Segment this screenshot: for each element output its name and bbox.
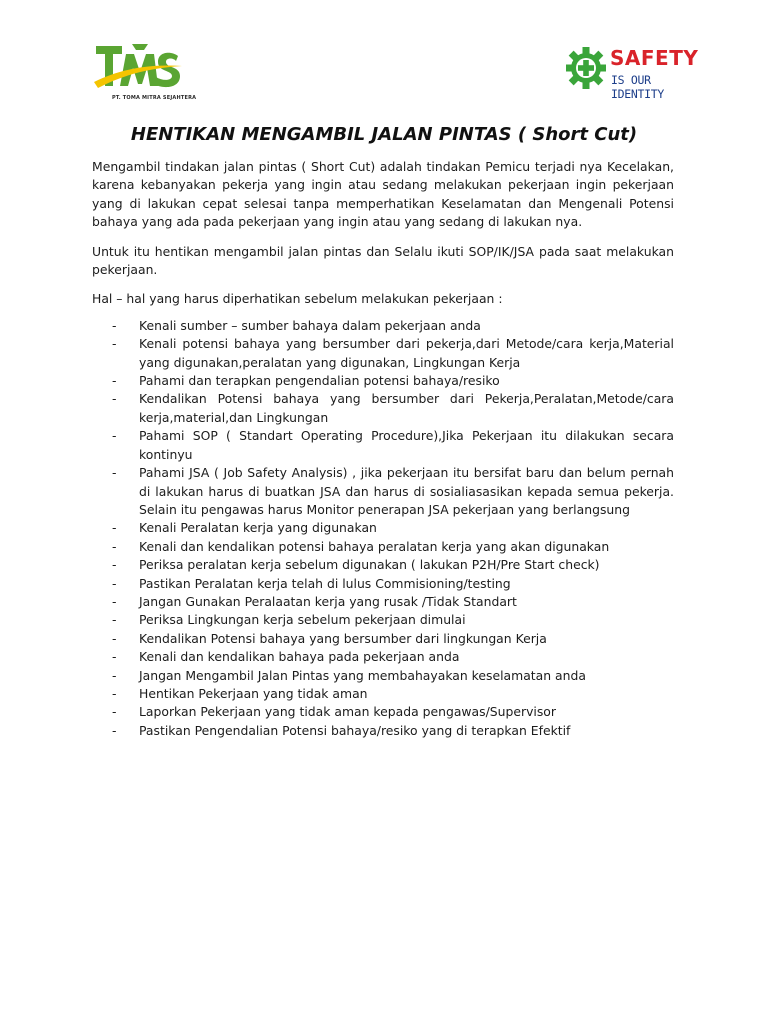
- list-dash: -: [112, 465, 117, 481]
- list-item-text: Periksa Lingkungan kerja sebelum pekerjaan dimulai: [139, 612, 466, 628]
- list-item: [92, 722, 674, 740]
- list-item-text: Kenali potensi bahaya yang bersumber dari pekerja,dari Metode/cara kerja,Material yang digunakan,peralatan yang digunakan, Lingkungan Kerja: [139, 336, 674, 370]
- document-title: HENTIKAN MENGAMBIL JALAN PINTAS ( Short Cut): [130, 124, 638, 145]
- list-item-text: Periksa peralatan kerja sebelum digunakan ( lakukan P2H/Pre Start check): [139, 557, 600, 573]
- list-dash: -: [112, 428, 117, 444]
- list-item-text: Pahami SOP ( Standart Operating Procedure),Jika Pekerjaan itu dilakukan secara kontinyu: [139, 428, 674, 462]
- list-item-text: Kenali dan kendalikan potensi bahaya peralatan kerja yang akan digunakan: [139, 538, 610, 554]
- list-item: [92, 556, 674, 574]
- tms-logo-graphic: [92, 42, 184, 100]
- list-item: [92, 538, 674, 556]
- list-heading: Hal – hal yang harus diperhatikan sebelum melakukan pekerjaan :: [92, 291, 503, 307]
- intro-paragraph: Mengambil tindakan jalan pintas ( Short Cut) adalah tindakan Pemicu terjadi nya Kecelakan, karena kebanyakan pekerja yang ingin atau sedang melakukan pekerjaan ingin pekerjaan yang di lakukan cepat selesai tanpa memperhatikan Keselamatan dan Mengenali Potensi bahaya yang ada pada pekerjaan yang ingin atau yang sedang di lakukan nya.: [92, 159, 674, 230]
- list-dash: -: [112, 704, 117, 720]
- list-dash: -: [112, 391, 117, 407]
- list-item-text: Jangan Gunakan Peralaatan kerja yang rusak /Tidak Standart: [139, 593, 517, 609]
- checklist: [92, 317, 674, 740]
- list-dash: -: [112, 685, 117, 701]
- list-item-text: Pastikan Pengendalian Potensi bahaya/resiko yang di terapkan Efektif: [139, 722, 571, 738]
- list-item: [92, 611, 674, 629]
- instruction-paragraph: Untuk itu hentikan mengambil jalan pintas dan Selalu ikuti SOP/IK/JSA pada saat melakukan pekerjaan.: [92, 243, 674, 278]
- list-dash: -: [112, 373, 117, 389]
- list-item: [92, 372, 674, 390]
- identity-tagline: IS OUR IDENTITY: [611, 73, 664, 101]
- list-item-text: Jangan Mengambil Jalan Pintas yang membahayakan keselamatan anda: [139, 667, 586, 683]
- list-dash: -: [112, 722, 117, 738]
- list-dash: -: [112, 538, 117, 554]
- list-dash: -: [112, 336, 117, 352]
- list-dash: -: [112, 612, 117, 628]
- list-item-text: Pastikan Peralatan kerja telah di lulus Commisioning/testing: [139, 575, 511, 591]
- list-item-text: Laporkan Pekerjaan yang tidak aman kepada pengawas/Supervisor: [139, 704, 556, 720]
- list-dash: -: [112, 593, 117, 609]
- list-item-text: Kenali dan kendalikan bahaya pada pekerjaan anda: [139, 649, 460, 665]
- gear-cross-icon: [566, 42, 606, 94]
- list-dash: -: [112, 667, 117, 683]
- list-item-text: Kendalikan Potensi bahaya yang bersumber dari Pekerja,Peralatan,Metode/cara kerja,material,dan Lingkungan: [139, 391, 674, 425]
- list-item: [92, 703, 674, 721]
- list-item-text: Kendalikan Potensi bahaya yang bersumber dari lingkungan Kerja: [139, 630, 547, 646]
- list-item: [92, 427, 674, 464]
- list-item-text: Pahami JSA ( Job Safety Analysis) , jika pekerjaan itu bersifat baru dan belum pernah di lakukan harus di buatkan JSA dan harus di sosialiasasikan kepada semua pekerja. Selain itu pengawas harus Monitor penerapan JSA pekerjaan yang berlangsung: [139, 465, 674, 517]
- list-item-text: Pahami dan terapkan pengendalian potensi bahaya/resiko: [139, 373, 500, 389]
- list-dash: -: [112, 520, 117, 536]
- list-item: [92, 335, 674, 372]
- list-item-text: Kenali sumber – sumber bahaya dalam pekerjaan anda: [139, 317, 481, 333]
- list-dash: -: [112, 317, 117, 333]
- safety-wordmark: SAFETY: [610, 46, 699, 70]
- safety-logo: [566, 42, 706, 101]
- list-item: [92, 575, 674, 593]
- list-dash: -: [112, 649, 117, 665]
- list-item-text: Kenali Peralatan kerja yang digunakan: [139, 520, 377, 536]
- list-item: [92, 464, 674, 519]
- tms-logo: [92, 42, 184, 100]
- list-dash: -: [112, 575, 117, 591]
- list-item: [92, 630, 674, 648]
- list-item: [92, 390, 674, 427]
- tms-caption: PT. TOMA MITRA SEJAHTERA: [112, 95, 197, 101]
- list-item: [92, 317, 674, 335]
- list-item: [92, 519, 674, 537]
- list-item: [92, 648, 674, 666]
- list-dash: -: [112, 630, 117, 646]
- document-body: [92, 158, 674, 740]
- list-item: [92, 667, 674, 685]
- list-item: [92, 593, 674, 611]
- list-item: [92, 685, 674, 703]
- list-item-text: Hentikan Pekerjaan yang tidak aman: [139, 685, 368, 701]
- list-dash: -: [112, 557, 117, 573]
